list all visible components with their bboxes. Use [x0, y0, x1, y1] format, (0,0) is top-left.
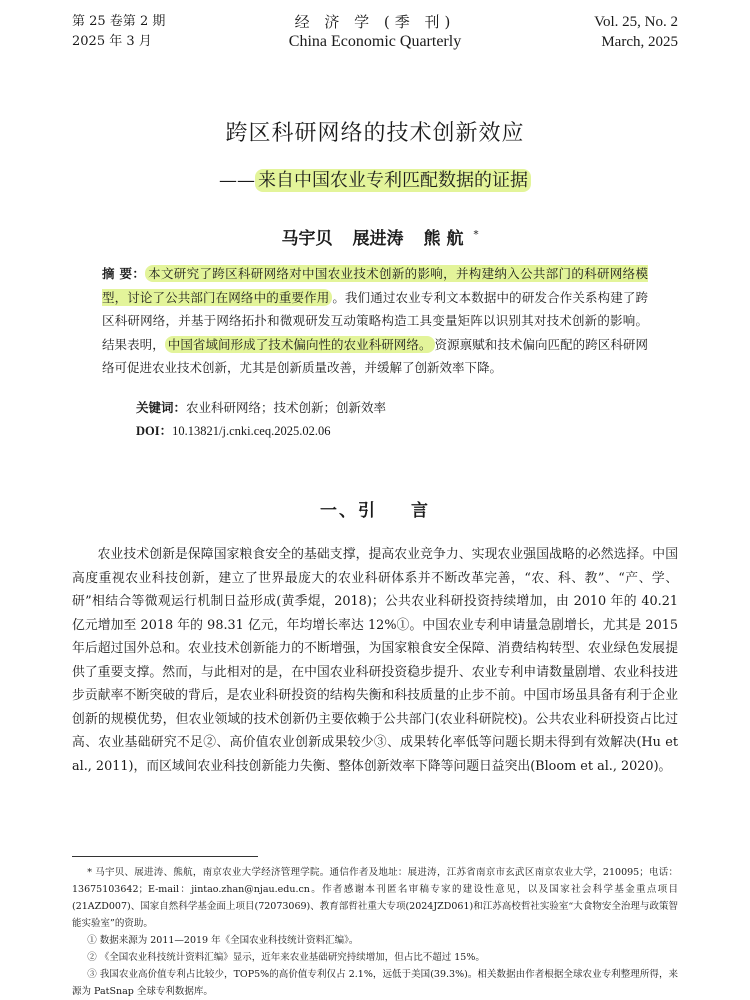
keywords-text: 农业科研网络；技术创新；创新效率 — [186, 400, 387, 415]
abstract-text-1: 。我们通过农业专利文本数据中的研发合作关系构建了跨区科研网络，并基于网络拓扑和微观研发互动策略构造工具变量矩阵以识别其对技术创新的影响。结果表明， — [102, 289, 648, 352]
volume-issue-en: Vol. 25, No. 2 — [594, 14, 678, 30]
date-cn: 2025 年 3 月 — [72, 34, 152, 49]
doi — [136, 421, 330, 439]
journal-name-cn: 经 济 学 (季 刊) — [294, 13, 456, 31]
abstract-label: 摘 要： — [102, 266, 146, 281]
section-heading — [0, 496, 750, 521]
section-title: 言 — [411, 501, 430, 521]
abstract-highlight-2: 中国省域间形成了技术偏向性的农业科研网络。 — [165, 336, 435, 353]
journal-name-en: China Economic Quarterly — [288, 33, 462, 50]
author-name: 展进涛 — [352, 229, 404, 249]
issue-info-en — [594, 12, 678, 52]
doi-text: 10.13821/j.cnki.ceq.2025.02.06 — [172, 424, 331, 438]
body-paragraph: 农业技术创新是保障国家粮食安全的基础支撑，提高农业竞争力、实现农业强国战略的必然选择。中国高度重视农业科技创新，建立了世界最庞大的农业科研体系并不断改革完善，“农、科、教”、“产、学、研”相结合等微观运行机制日益形成(黄季焜，2018)；公共农业科研投资持续增加，由 2010 年的 40.21 亿元增加至 2018 年的 98.31 亿元，年均增长率达 12%①。中国农业专利申请量急剧增长，尤其是 2015 年后超过国外总和。农业技术创新能力的不断增强，为国家粮食安全保障、消费结构转型、农业绿色发展提供了重要支撑。然而，与此相对的是，在中国农业科研投资稳步提升、农业专利申请数量剧增、农业科技进步贡献率不断突破的背后，是农业科研投资的结构失衡和科技质量的止步不前。中国市场虽具备有利于企业创新的规模优势，但农业领域的技术创新仍主要依赖于公共部门(农业科研院校)。公共农业科研投资占比过高、农业基础研究不足②、高价值农业创新成果较少③、成果转化率低等问题长期未得到有效解决(Hu et al., 2011)，而区域间农业科技创新能力失衡、整体创新效率下降等问题日益突出(Bloom et al., 2020)。 — [72, 547, 678, 774]
section-number: 一、引 — [320, 501, 377, 521]
footnote-3: ③ 我国农业高价值专利占比较少，TOP5%的高价值专利仅占 2.1%，远低于美国(39.3%)。相关数据由作者根据全球农业专利整理所得，来源为 PatSnap 全球专利数据库。 — [72, 969, 678, 997]
footnote-divider — [72, 856, 258, 857]
subtitle-dash: —— — [219, 170, 255, 191]
volume-issue-cn: 第 25 卷第 2 期 — [72, 14, 166, 29]
keywords-label: 关键词： — [136, 400, 187, 415]
doi-label: DOI： — [136, 424, 173, 438]
footnote-1: ① 数据来源为 2011—2019 年《全国农业科技统计资料汇编》。 — [87, 935, 359, 946]
footnote-2: ② 《全国农业科技统计资料汇编》显示，近年来农业基础研究持续增加，但占比不超过 15%。 — [87, 952, 485, 963]
date-en: March, 2025 — [601, 34, 678, 50]
keywords — [136, 398, 386, 416]
paper-subtitle — [0, 166, 750, 192]
author-name: 马宇贝 — [281, 229, 333, 249]
paper-title: 跨区科研网络的技术创新效应 — [225, 121, 525, 146]
abstract-text-2: 资源禀赋和技术偏向匹配的跨区科研网络可促进农业技术创新，尤其是创新质量改善，并缓解了创新效率下降。 — [102, 336, 648, 375]
footnotes — [72, 864, 678, 1000]
author-footnote-mark: * — [473, 229, 479, 241]
author-footnote: * 马宇贝、展进涛、熊航，南京农业大学经济管理学院。通信作者及地址：展进涛，江苏省南京市玄武区南京农业大学，210095；电话：13675103642；E-mail：jintao.zhan@njau.edu.cn。作者感谢本刊匿名审稿专家的建设性意见，以及国家社会科学基金重点项目(21AZD007)、国家自然科学基金面上项目(72073069)、教育部哲社重大专项(2024JZD061)和江苏高校哲社实验室“大食物安全治理与政策智能实验室”的资助。 — [72, 867, 678, 929]
author-name: 熊 航 — [423, 229, 464, 249]
abstract — [102, 262, 648, 380]
subtitle-highlight: 来自中国农业专利匹配数据的证据 — [255, 169, 531, 192]
abstract-highlight-1: 本文研究了跨区科研网络对中国农业技术创新的影响，并构建纳入公共部门的科研网络模型，讨论了公共部门在网络中的重要作用 — [102, 266, 648, 305]
author-list — [0, 224, 750, 249]
